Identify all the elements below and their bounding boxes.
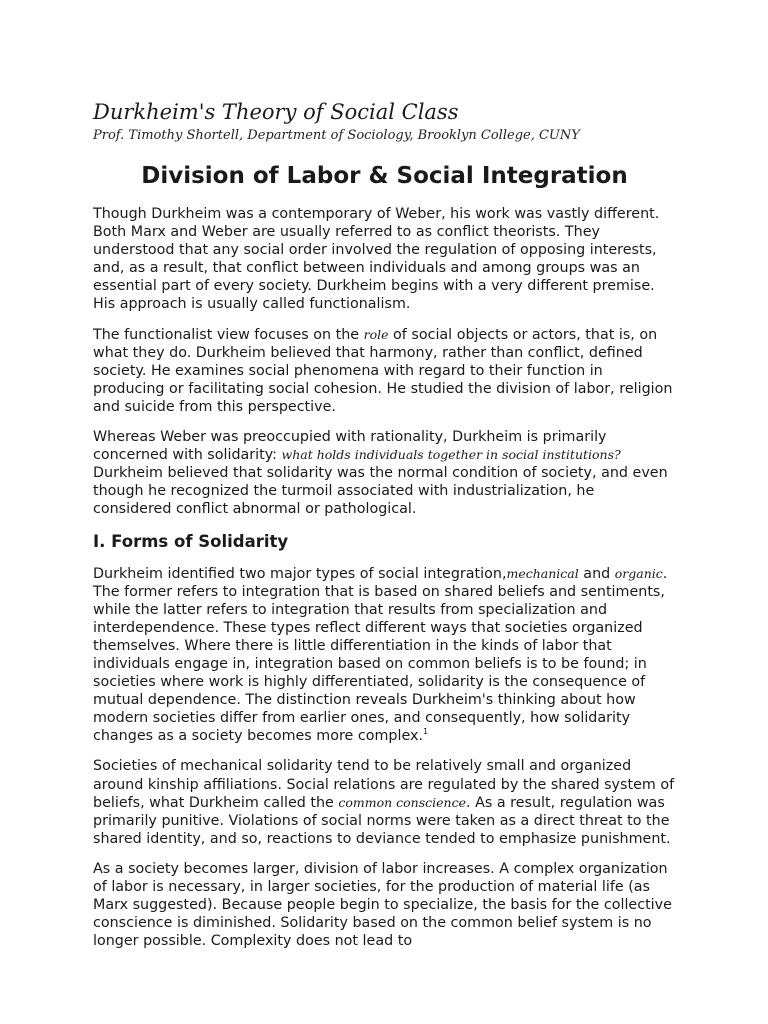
- text-run: . As a result, regulation was primarily punitive. Violations of social norms were taken as a direct threat to the shared identity, and so, reactions to deviance tended to emphasize punishment.: [93, 794, 671, 847]
- paragraph-division-of-labor: As a society becomes larger, division of labor increases. A complex organization of labor is necessary, in larger societies, for the production of material life (as Marx suggested). Because people begin to specialize, the basis for the collective conscience is diminished. Solidarity based on the common belief system is no longer possible. Complexity does not lead to: [93, 860, 672, 950]
- emphasis-text: mechanical: [506, 565, 579, 581]
- emphasis-text: common conscience: [338, 794, 466, 810]
- text-run: Durkheim identified two major types of social integration,: [93, 565, 507, 582]
- document-subtitle: Prof. Timothy Shortell, Department of Sociology, Brooklyn College, CUNY: [93, 128, 580, 143]
- paragraph-solidarity: [93, 428, 676, 518]
- paragraph-forms: [93, 565, 676, 746]
- section-heading: I. Forms of Solidarity: [93, 531, 289, 551]
- paragraph-intro: Though Durkheim was a contemporary of Weber, his work was vastly different. Both Marx and Weber are usually referred to as conflict theorists. They understood that any social order involved the regulation of opposing interests, and, as a result, that conflict between individuals and among groups was an essential part of every society. Durkheim begins with a very different premise. His approach is usually called functionalism.: [93, 206, 660, 313]
- text-run: Durkheim believed that solidarity was the normal condition of society, and even though he recognized the turmoil associated with industrialization, he considered conflict abnormal or pathological.: [93, 465, 668, 518]
- text-run: . The former refers to integration that is based on shared beliefs and sentiments, while the latter refers to integration that results from specialization and interdependence. These types reflect different ways that societies organized themselves. Where there is little differentiation in the kinds of labor that individuals engage in, integration based on common beliefs is to be found; in societies where work is highly differentiated, solidarity is the consequence of mutual dependence. The distinction reveals Durkheim's thinking about how modern societies differ from earlier ones, and consequently, how solidarity changes as a society becomes more complex.: [93, 565, 668, 745]
- main-heading: Division of Labor & Social Integration: [141, 163, 628, 189]
- text-run: Whereas Weber was preoccupied with rationality, Durkheim is primarily concerned with solidarity:: [93, 429, 607, 464]
- text-run: and: [578, 565, 615, 582]
- text-run: The functionalist view focuses on the: [93, 326, 364, 343]
- text-run: Societies of mechanical solidarity tend to be relatively small and organized around kinship affiliations. Social relations are regulated by the shared system of beliefs, what Durkheim called the: [93, 758, 675, 811]
- document-title: Durkheim's Theory of Social Class: [93, 100, 459, 124]
- paragraph-functionalist-view: [93, 326, 676, 416]
- footnote-marker[interactable]: 1: [423, 727, 429, 737]
- emphasis-text: organic: [614, 565, 663, 581]
- emphasis-text: what holds individuals together in social institutions?: [281, 447, 621, 463]
- emphasis-text: role: [363, 326, 389, 342]
- text-run: of social objects or actors, that is, on what they do. Durkheim believed that harmony, rather than conflict, defined society. He examines social phenomena with regard to their function in producing or facilitating social cohesion. He studied the division of labor, religion and suicide from this perspective.: [93, 326, 673, 415]
- paragraph-mechanical: [93, 757, 676, 847]
